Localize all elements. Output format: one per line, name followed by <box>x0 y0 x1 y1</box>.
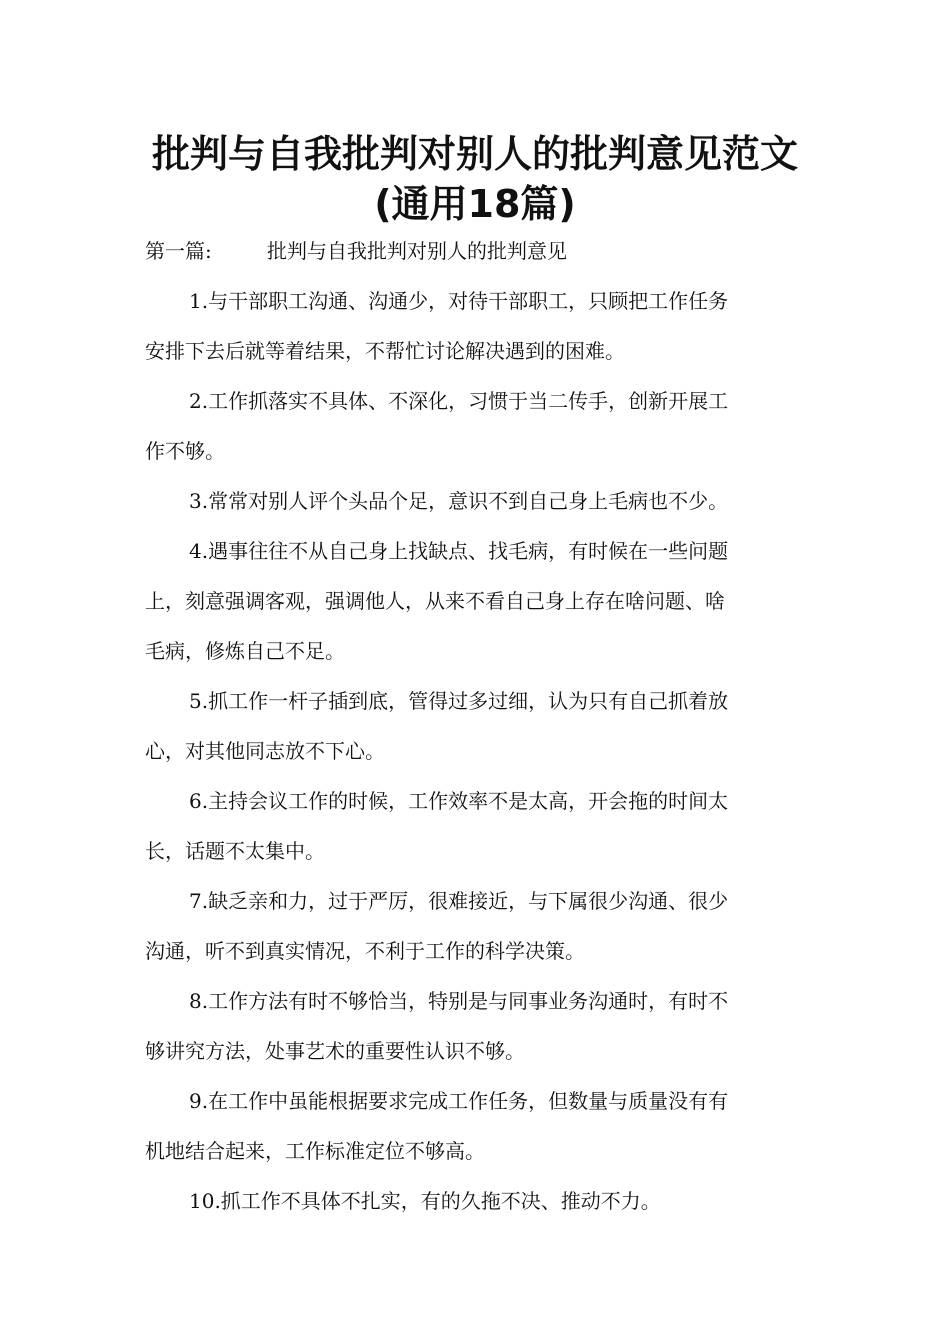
list-item-line: 作不够。 <box>145 439 225 463</box>
list-item-line: 5.抓工作一杆子插到底，管得过多过细，认为只有自己抓着放 <box>189 689 729 713</box>
list-item-line: 沟通，听不到真实情况，不利于工作的科学决策。 <box>145 939 585 963</box>
list-item <box>145 1076 810 1176</box>
list-item-line: 机地结合起来，工作标准定位不够高。 <box>145 1139 485 1163</box>
section-label: 第一篇: <box>145 239 212 263</box>
list-item-line: 10.抓工作不具体不扎实，有的久拖不决、推动不力。 <box>189 1189 661 1213</box>
document-title-line-2: (通用18篇) <box>374 182 576 226</box>
list-item-line: 4.遇事往往不从自己身上找缺点、找毛病，有时候在一些问题 <box>189 539 729 563</box>
list-item <box>145 526 810 676</box>
list-item <box>145 776 810 876</box>
list-item-line: 上，刻意强调客观，强调他人，从来不看自己身上存在啥问题、啥 <box>145 589 725 613</box>
list-item-line: 8.工作方法有时不够恰当，特别是与同事业务沟通时，有时不 <box>189 989 729 1013</box>
document-title-line-1: 批判与自我批判对别人的批判意见范文 <box>151 132 798 176</box>
list-item <box>145 276 810 376</box>
list-item-line: 7.缺乏亲和力，过于严厉，很难接近，与下属很少沟通、很少 <box>189 889 729 913</box>
list-item <box>145 476 810 526</box>
list-item-line: 长，话题不太集中。 <box>145 839 325 863</box>
list-item-line: 9.在工作中虽能根据要求完成工作任务，但数量与质量没有有 <box>189 1089 729 1113</box>
list-item-line: 够讲究方法，处事艺术的重要性认识不够。 <box>145 1039 525 1063</box>
list-item <box>145 376 810 476</box>
list-item-line: 1.与干部职工沟通、沟通少，对待干部职工，只顾把工作任务 <box>189 289 729 313</box>
section-heading <box>145 236 815 266</box>
list-item-line: 3.常常对别人评个头品个足，意识不到自己身上毛病也不少。 <box>189 489 729 513</box>
list-item <box>145 976 810 1076</box>
list-item-line: 2.工作抓落实不具体、不深化，习惯于当二传手，创新开展工 <box>189 389 729 413</box>
list-item-line: 毛病，修炼自己不足。 <box>145 639 345 663</box>
list-item <box>145 876 810 976</box>
section-heading-text: 批判与自我批判对别人的批判意见 <box>267 239 567 263</box>
list-item <box>145 1176 810 1226</box>
list-item <box>145 676 810 776</box>
list-item-line: 6.主持会议工作的时候，工作效率不是太高，开会拖的时间太 <box>189 789 729 813</box>
list-item-line: 心，对其他同志放不下心。 <box>145 739 385 763</box>
list-item-line: 安排下去后就等着结果，不帮忙讨论解决遇到的困难。 <box>145 339 625 363</box>
